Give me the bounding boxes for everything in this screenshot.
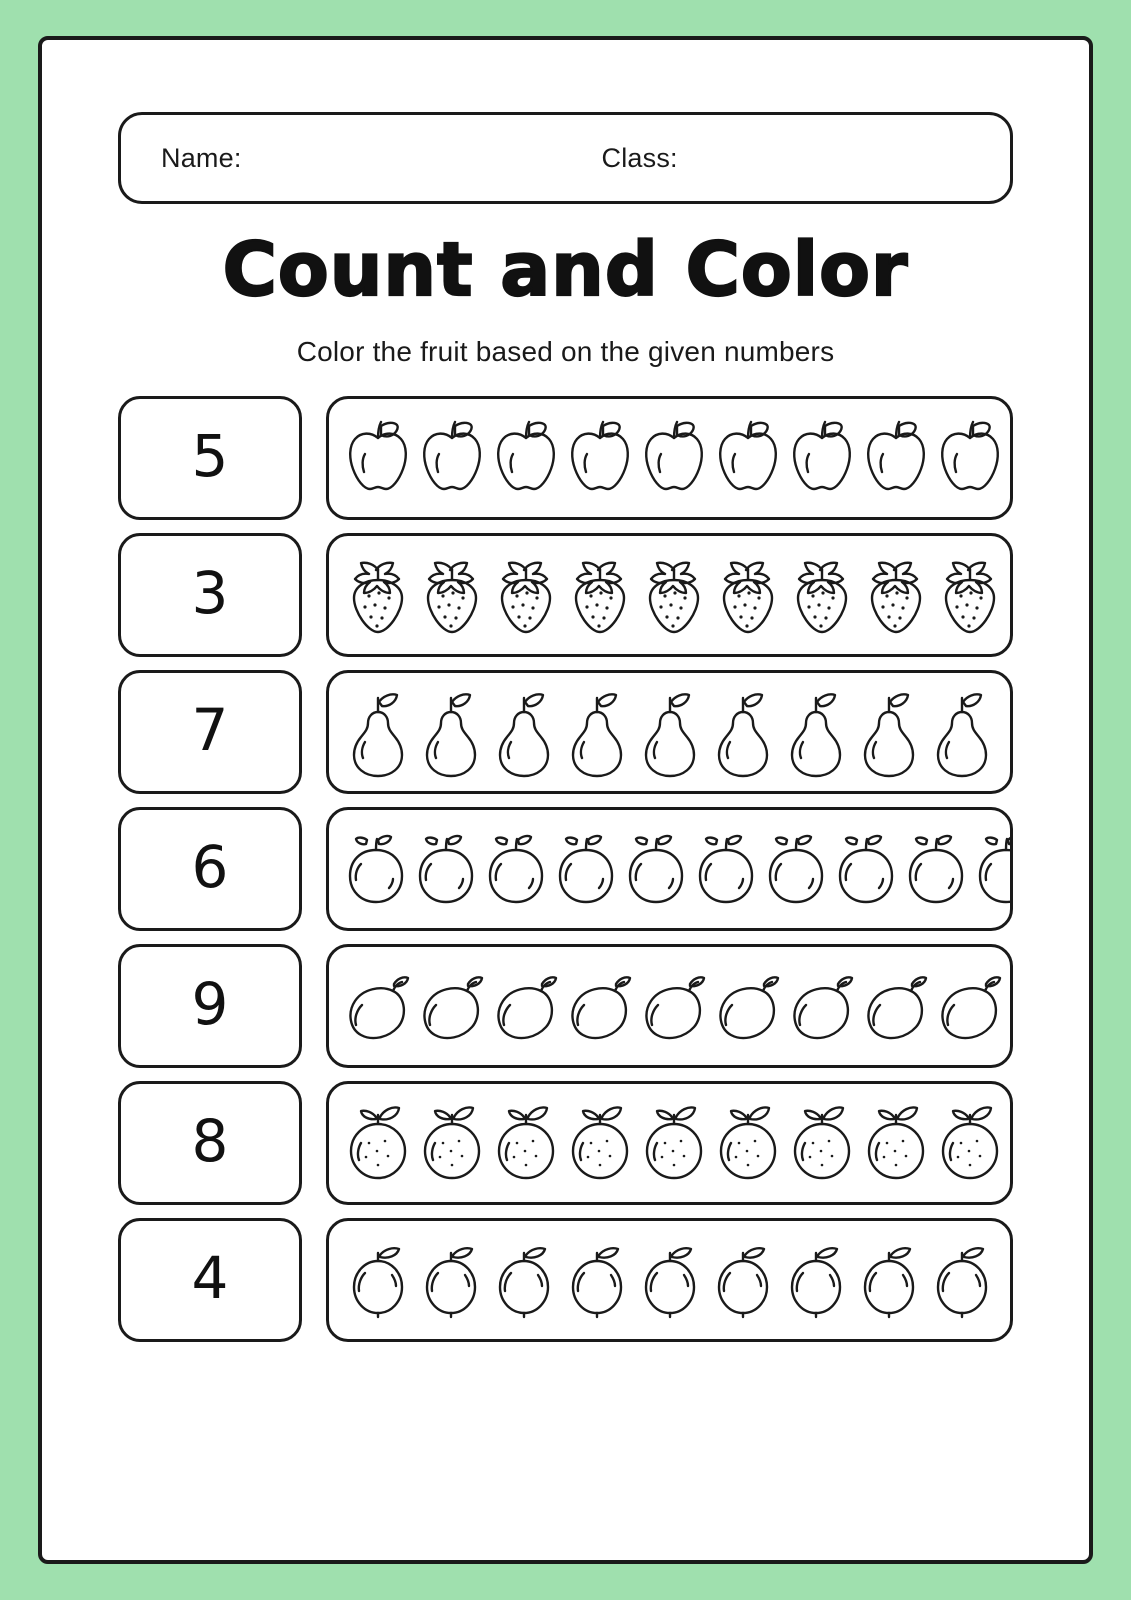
apple-icon[interactable] bbox=[859, 416, 933, 500]
plum-icon[interactable] bbox=[551, 828, 621, 910]
mango-icon[interactable] bbox=[415, 965, 489, 1047]
fruit-strip bbox=[326, 1081, 1013, 1205]
number-value: 9 bbox=[191, 969, 229, 1038]
plum-icon[interactable] bbox=[971, 828, 1013, 910]
orange-icon[interactable] bbox=[785, 1101, 859, 1185]
plum-icon[interactable] bbox=[411, 828, 481, 910]
plum-icon[interactable] bbox=[831, 828, 901, 910]
pear-icon[interactable] bbox=[854, 686, 924, 778]
mango-icon[interactable] bbox=[637, 965, 711, 1047]
number-box bbox=[118, 533, 302, 657]
number-box bbox=[118, 807, 302, 931]
class-label: Class: bbox=[601, 142, 678, 173]
pear-icon[interactable] bbox=[489, 686, 559, 778]
lemon-icon[interactable] bbox=[854, 1237, 924, 1323]
exercise-row bbox=[118, 396, 1013, 520]
pear-icon[interactable] bbox=[708, 686, 778, 778]
orange-icon[interactable] bbox=[711, 1101, 785, 1185]
plum-icon[interactable] bbox=[901, 828, 971, 910]
name-label: Name: bbox=[161, 142, 242, 173]
lemon-icon[interactable] bbox=[635, 1237, 705, 1323]
lemon-icon[interactable] bbox=[562, 1237, 632, 1323]
apple-icon[interactable] bbox=[489, 416, 563, 500]
mango-icon[interactable] bbox=[489, 965, 563, 1047]
lemon-icon[interactable] bbox=[781, 1237, 851, 1323]
plum-icon[interactable] bbox=[481, 828, 551, 910]
strawberry-icon[interactable] bbox=[711, 552, 785, 638]
number-box bbox=[118, 1081, 302, 1205]
apple-icon[interactable] bbox=[711, 416, 785, 500]
exercise-row bbox=[118, 807, 1013, 931]
pear-icon[interactable] bbox=[416, 686, 486, 778]
apple-icon[interactable] bbox=[341, 416, 415, 500]
mango-icon[interactable] bbox=[711, 965, 785, 1047]
pear-icon[interactable] bbox=[343, 686, 413, 778]
fruit-strip bbox=[326, 533, 1013, 657]
plum-icon[interactable] bbox=[621, 828, 691, 910]
strawberry-icon[interactable] bbox=[341, 552, 415, 638]
number-value: 7 bbox=[191, 695, 229, 764]
strawberry-icon[interactable] bbox=[637, 552, 711, 638]
lemon-icon[interactable] bbox=[416, 1237, 486, 1323]
orange-icon[interactable] bbox=[637, 1101, 711, 1185]
pear-icon[interactable] bbox=[635, 686, 705, 778]
exercise-row bbox=[118, 670, 1013, 794]
strawberry-icon[interactable] bbox=[415, 552, 489, 638]
number-value: 8 bbox=[191, 1106, 229, 1175]
orange-icon[interactable] bbox=[563, 1101, 637, 1185]
plum-icon[interactable] bbox=[341, 828, 411, 910]
lemon-icon[interactable] bbox=[927, 1237, 997, 1323]
number-value: 6 bbox=[191, 832, 229, 901]
mango-icon[interactable] bbox=[933, 965, 1007, 1047]
exercise-row bbox=[118, 1081, 1013, 1205]
orange-icon[interactable] bbox=[415, 1101, 489, 1185]
number-box bbox=[118, 670, 302, 794]
lemon-icon[interactable] bbox=[489, 1237, 559, 1323]
apple-icon[interactable] bbox=[415, 416, 489, 500]
exercise-rows bbox=[118, 396, 1013, 1342]
pear-icon[interactable] bbox=[562, 686, 632, 778]
orange-icon[interactable] bbox=[489, 1101, 563, 1185]
number-box bbox=[118, 944, 302, 1068]
strawberry-icon[interactable] bbox=[785, 552, 859, 638]
strawberry-icon[interactable] bbox=[933, 552, 1007, 638]
exercise-row bbox=[118, 944, 1013, 1068]
fruit-strip bbox=[326, 1218, 1013, 1342]
exercise-row bbox=[118, 1218, 1013, 1342]
strawberry-icon[interactable] bbox=[563, 552, 637, 638]
mango-icon[interactable] bbox=[1007, 965, 1013, 1047]
number-box bbox=[118, 396, 302, 520]
strawberry-icon[interactable] bbox=[489, 552, 563, 638]
apple-icon[interactable] bbox=[563, 416, 637, 500]
fruit-strip bbox=[326, 670, 1013, 794]
mango-icon[interactable] bbox=[563, 965, 637, 1047]
plum-icon[interactable] bbox=[691, 828, 761, 910]
exercise-row bbox=[118, 533, 1013, 657]
worksheet-content bbox=[42, 40, 1089, 1560]
page-title: Count and Color bbox=[222, 227, 909, 313]
fruit-strip bbox=[326, 807, 1013, 931]
number-box bbox=[118, 1218, 302, 1342]
orange-icon[interactable] bbox=[341, 1101, 415, 1185]
pear-icon[interactable] bbox=[781, 686, 851, 778]
lemon-icon[interactable] bbox=[343, 1237, 413, 1323]
fruit-strip bbox=[326, 944, 1013, 1068]
number-value: 3 bbox=[191, 558, 229, 627]
orange-icon[interactable] bbox=[933, 1101, 1007, 1185]
apple-icon[interactable] bbox=[637, 416, 711, 500]
lemon-icon[interactable] bbox=[708, 1237, 778, 1323]
orange-icon[interactable] bbox=[859, 1101, 933, 1185]
apple-icon[interactable] bbox=[933, 416, 1007, 500]
fruit-strip bbox=[326, 396, 1013, 520]
apple-icon[interactable] bbox=[785, 416, 859, 500]
name-class-bar bbox=[118, 112, 1013, 204]
number-value: 4 bbox=[191, 1243, 229, 1312]
mango-icon[interactable] bbox=[859, 965, 933, 1047]
plum-icon[interactable] bbox=[761, 828, 831, 910]
number-value: 5 bbox=[191, 421, 229, 490]
mango-icon[interactable] bbox=[785, 965, 859, 1047]
pear-icon[interactable] bbox=[927, 686, 997, 778]
strawberry-icon[interactable] bbox=[859, 552, 933, 638]
page-subtitle: Color the fruit based on the given numbers bbox=[296, 335, 835, 367]
worksheet-page bbox=[38, 36, 1093, 1564]
mango-icon[interactable] bbox=[341, 965, 415, 1047]
